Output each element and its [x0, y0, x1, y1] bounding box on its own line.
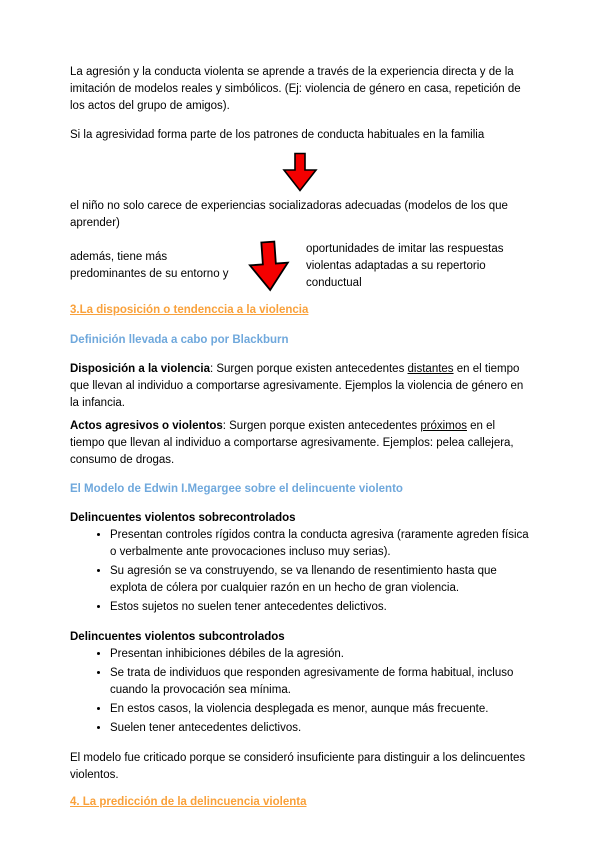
actos-lead: Actos agresivos o violentos: [70, 420, 223, 432]
down-arrow-icon: [282, 152, 318, 192]
paragraph-family: Si la agresividad forma parte de los patrones de conducta habituales en la familia: [70, 129, 485, 141]
split-left-text: además, tiene más predominantes de su entorno y: [70, 251, 229, 280]
subcontrolados-list: [70, 646, 530, 737]
paragraph-critic: El modelo fue criticado porque se consideró insuficiente para distinguir a los delincuentes violentos.: [70, 752, 526, 781]
list-item: • Se trata de individuos que responden agresivamente de forma habitual, incluso cuando la provocación sea mínima.: [110, 665, 530, 699]
disposicion-text-after: en el tiempo que llevan al individuo a comportarse agresivamente. Ejemplos la violencia de género en la infancia.: [70, 363, 524, 409]
list-item: • Presentan controles rígidos contra la conducta agresiva (raramente agreden física o verbalmente ante provocaciones incluso muy serias).: [110, 527, 530, 561]
sobrecontrolados-title: Delincuentes violentos sobrecontrolados: [70, 512, 296, 524]
paragraph-child: el niño no solo carece de experiencias socializadoras adecuadas (modelos de los que aprender): [70, 200, 508, 229]
list-item: • Estos sujetos no suelen tener antecedentes delictivos.: [110, 599, 530, 616]
paragraph-intro: La agresión y la conducta violenta se aprende a través de la experiencia directa y de la imitación de modelos reales y simbólicos. (Ej: violencia de género en casa, repetición de los actos del grupo de amigos).: [70, 66, 521, 112]
list-item: • Presentan inhibiciones débiles de la agresión.: [110, 646, 530, 663]
heading-blackburn: Definición llevada a cabo por Blackburn: [70, 334, 289, 346]
heading-megargee: El Modelo de Edwin I.Megargee sobre el delincuente violento: [70, 483, 403, 495]
heading-prediccion-section: 4. La predicción de la delincuencia violenta: [70, 796, 307, 808]
actos-text-before: : Surgen porque existen antecedentes: [222, 420, 421, 432]
actos-underlined-word: próximos: [420, 420, 467, 432]
arrow-row-1: [70, 152, 530, 192]
list-item: • Suelen tener antecedentes delictivos.: [110, 720, 530, 737]
list-item: • En estos casos, la violencia desplegada es menor, aunque más frecuente.: [110, 701, 530, 718]
disposicion-lead: Disposición a la violencia: [70, 363, 210, 375]
arrow-row-2: [238, 240, 300, 292]
paragraph-disposicion: [70, 361, 530, 412]
split-right-text: oportunidades de imitar las respuestas violentas adaptadas a su repertorio conductual: [306, 242, 504, 289]
split-paragraph: [70, 240, 530, 292]
disposicion-underlined-word: distantes: [407, 363, 454, 375]
down-arrow-icon: [245, 239, 293, 294]
paragraph-actos: [70, 418, 530, 469]
heading-disposicion-section: 3.La disposición o tendenccia a la violencia: [70, 304, 309, 316]
subcontrolados-title: Delincuentes violentos subcontrolados: [70, 631, 285, 643]
sobrecontrolados-list: [70, 527, 530, 616]
list-item: • Su agresión se va construyendo, se va llenando de resentimiento hasta que explota de cólera por cualquier razón en un hecho de gran violencia.: [110, 563, 530, 597]
disposicion-text-before: : Surgen porque existen antecedentes: [209, 363, 408, 375]
actos-text-after: en el tiempo que llevan al individuo a comportarse agresivamente. Ejemplos: pelea callejera, consumo de drogas.: [70, 420, 514, 466]
